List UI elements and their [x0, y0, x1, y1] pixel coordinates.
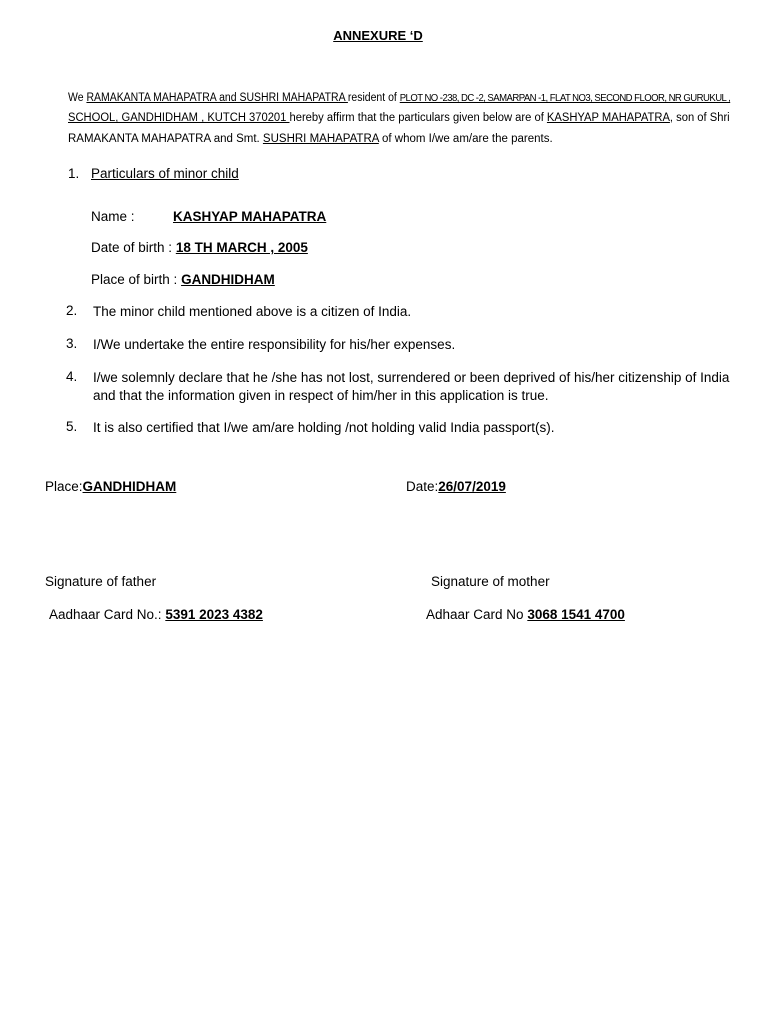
place-value: GANDHIDHAM — [82, 479, 177, 494]
intro-line-3 — [68, 133, 553, 145]
intro-we: We — [68, 92, 84, 104]
item-4-number: 4. — [66, 369, 78, 384]
address-line-2: SCHOOL, GANDHIDHAM , KUTCH 370201 — [68, 112, 290, 124]
item-4-text: I/we solemnly declare that he /she has not lost, surrendered or been deprived of his/her citizenship of India and that the information given in respect of him/her in this application is true. — [93, 370, 730, 403]
mother-aadhaar-row — [426, 607, 625, 622]
item-2-text: The minor child mentioned above is a citizen of India. — [93, 304, 412, 319]
intro-line3-end: of whom I/we am/are the parents. — [378, 133, 553, 145]
place-row — [45, 479, 176, 494]
child-name-value: KASHYAP MAHAPATRA — [173, 209, 327, 224]
particulars-heading: Particulars of minor child — [91, 166, 239, 181]
intro-child-name: KASHYAP MAHAPATRA — [546, 112, 670, 124]
parents-names: RAMAKANTA MAHAPATRA and SUSHRI MAHAPATRA — [86, 92, 348, 104]
item-1-number: 1. — [68, 166, 80, 181]
intro-son-of: , son of Shri — [669, 112, 730, 124]
mother-aadhaar-label: Adhaar Card No — [426, 607, 528, 622]
intro-line3-start: RAMAKANTA MAHAPATRA and Smt. — [68, 133, 260, 145]
item-5-number: 5. — [66, 419, 78, 434]
pob-label: Place of birth : — [91, 272, 178, 287]
intro-line-2 — [68, 112, 730, 124]
date-row — [406, 479, 506, 494]
document-title: ANNEXURE ‘D — [333, 28, 423, 43]
pob-row — [91, 272, 275, 287]
date-value: 26/07/2019 — [438, 479, 506, 494]
child-name-label: Name : — [91, 209, 135, 224]
intro-resident-of: resident of — [347, 92, 397, 104]
item-3-number: 3. — [66, 336, 78, 351]
dob-label: Date of birth : — [91, 240, 173, 255]
item-5-text: It is also certified that I/we am/are holding /not holding valid India passport(s). — [93, 420, 555, 435]
mother-signature-label: Signature of mother — [431, 574, 550, 589]
item-3-text: I/We undertake the entire responsibility for his/her expenses. — [93, 337, 456, 352]
father-aadhaar-value: 5391 2023 4382 — [165, 607, 263, 622]
address-line-1: PLOT NO -238, DC -2, SAMARPAN -1, FLAT NO3, SECOND FLOOR, NR GURUKUL , — [399, 92, 731, 104]
date-label: Date: — [406, 479, 439, 494]
intro-affirm: hereby affirm that the particulars given below are of — [289, 112, 544, 124]
father-aadhaar-label: Aadhaar Card No.: — [49, 607, 166, 622]
father-signature-label: Signature of father — [45, 574, 157, 589]
intro-mother-name: SUSHRI MAHAPATRA — [262, 133, 379, 145]
mother-aadhaar-value: 3068 1541 4700 — [527, 607, 625, 622]
dob-row — [91, 240, 308, 255]
dob-value: 18 TH MARCH , 2005 — [175, 240, 308, 255]
place-label: Place: — [45, 479, 83, 494]
father-aadhaar-row — [49, 607, 263, 622]
intro-line-1 — [68, 92, 730, 104]
item-2-number: 2. — [66, 303, 78, 318]
pob-value: GANDHIDHAM — [181, 272, 275, 287]
